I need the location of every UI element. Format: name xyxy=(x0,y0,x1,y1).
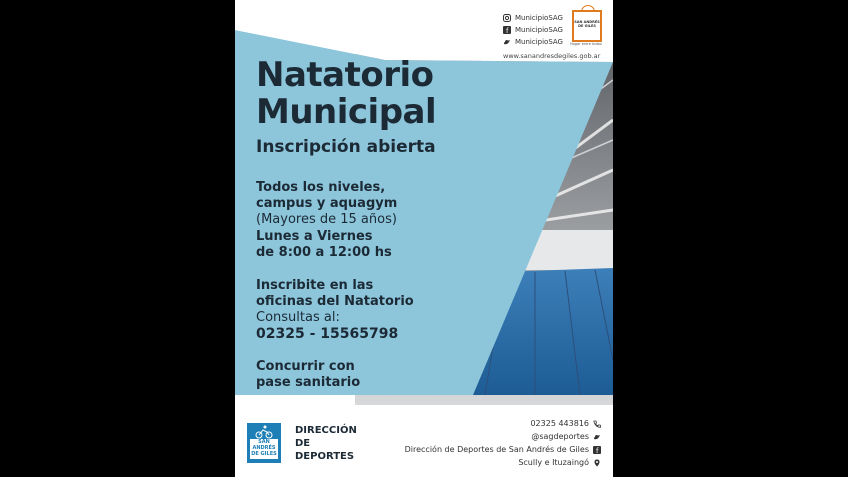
attend-line-2: pase sanitario xyxy=(256,375,361,390)
footer-address xyxy=(518,458,601,467)
sports-logo-text: SAN ANDRÉS DE GILES xyxy=(251,439,277,457)
dept-line-2: DE xyxy=(295,438,311,449)
twitter-icon xyxy=(503,38,511,46)
title-line-1: Natatorio xyxy=(256,55,434,95)
age-note: (Mayores de 15 años) xyxy=(256,212,397,227)
instagram-icon xyxy=(503,14,511,22)
footer-phone[interactable] xyxy=(530,419,601,428)
footer-facebook[interactable] xyxy=(405,445,601,454)
poster xyxy=(235,0,613,477)
footer-twitter[interactable] xyxy=(531,432,601,441)
hours: de 8:00 a 12:00 hs xyxy=(256,245,392,260)
logo-tagline: Hogar entre todos xyxy=(570,42,602,46)
contact-phone[interactable]: 02325 - 15565798 xyxy=(256,326,399,342)
dept-line-3: DEPORTES xyxy=(295,451,355,462)
facebook-icon xyxy=(593,446,601,454)
enroll-line-1: Inscribite en las xyxy=(256,278,374,293)
footer-phone-label: 02325 443816 xyxy=(530,419,589,428)
instagram-label: MunicipioSAG xyxy=(515,14,563,22)
facebook-label: MunicipioSAG xyxy=(515,26,563,34)
footer xyxy=(235,405,613,477)
cyclist-icon xyxy=(254,425,274,439)
facebook-icon xyxy=(503,26,511,34)
twitter-label: MunicipioSAG xyxy=(515,38,563,46)
subtitle: Inscripción abierta xyxy=(256,137,436,157)
svg-text:f: f xyxy=(506,27,509,34)
location-pin-icon xyxy=(593,459,601,467)
footer-address-label: Scully e Ituzaingó xyxy=(518,458,589,467)
levels-line-2: campus y aquagym xyxy=(256,196,398,211)
queries-label: Consultas al: xyxy=(256,310,340,325)
twitter-icon xyxy=(593,433,601,441)
enroll-line-2: oficinas del Natatorio xyxy=(256,294,414,309)
website-link[interactable]: www.sanandresdegiles.gob.ar xyxy=(503,52,601,60)
svg-text:f: f xyxy=(596,446,599,454)
sun-icon xyxy=(581,5,595,12)
sports-logo xyxy=(247,423,281,463)
days: Lunes a Viernes xyxy=(256,229,373,244)
logo-text: SAN ANDRÉS DE GILES xyxy=(574,20,600,28)
footer-twitter-label: @sagdeportes xyxy=(531,432,589,441)
municipality-logo xyxy=(572,10,602,42)
dept-line-1: DIRECCIÓN xyxy=(295,425,357,436)
levels-line-1: Todos los niveles, xyxy=(256,180,386,195)
phone-icon xyxy=(593,420,601,428)
title-line-2: Municipal xyxy=(256,92,437,132)
attend-line-1: Concurrir con xyxy=(256,359,355,374)
footer-facebook-label: Dirección de Deportes de San Andrés de Giles xyxy=(404,445,589,454)
